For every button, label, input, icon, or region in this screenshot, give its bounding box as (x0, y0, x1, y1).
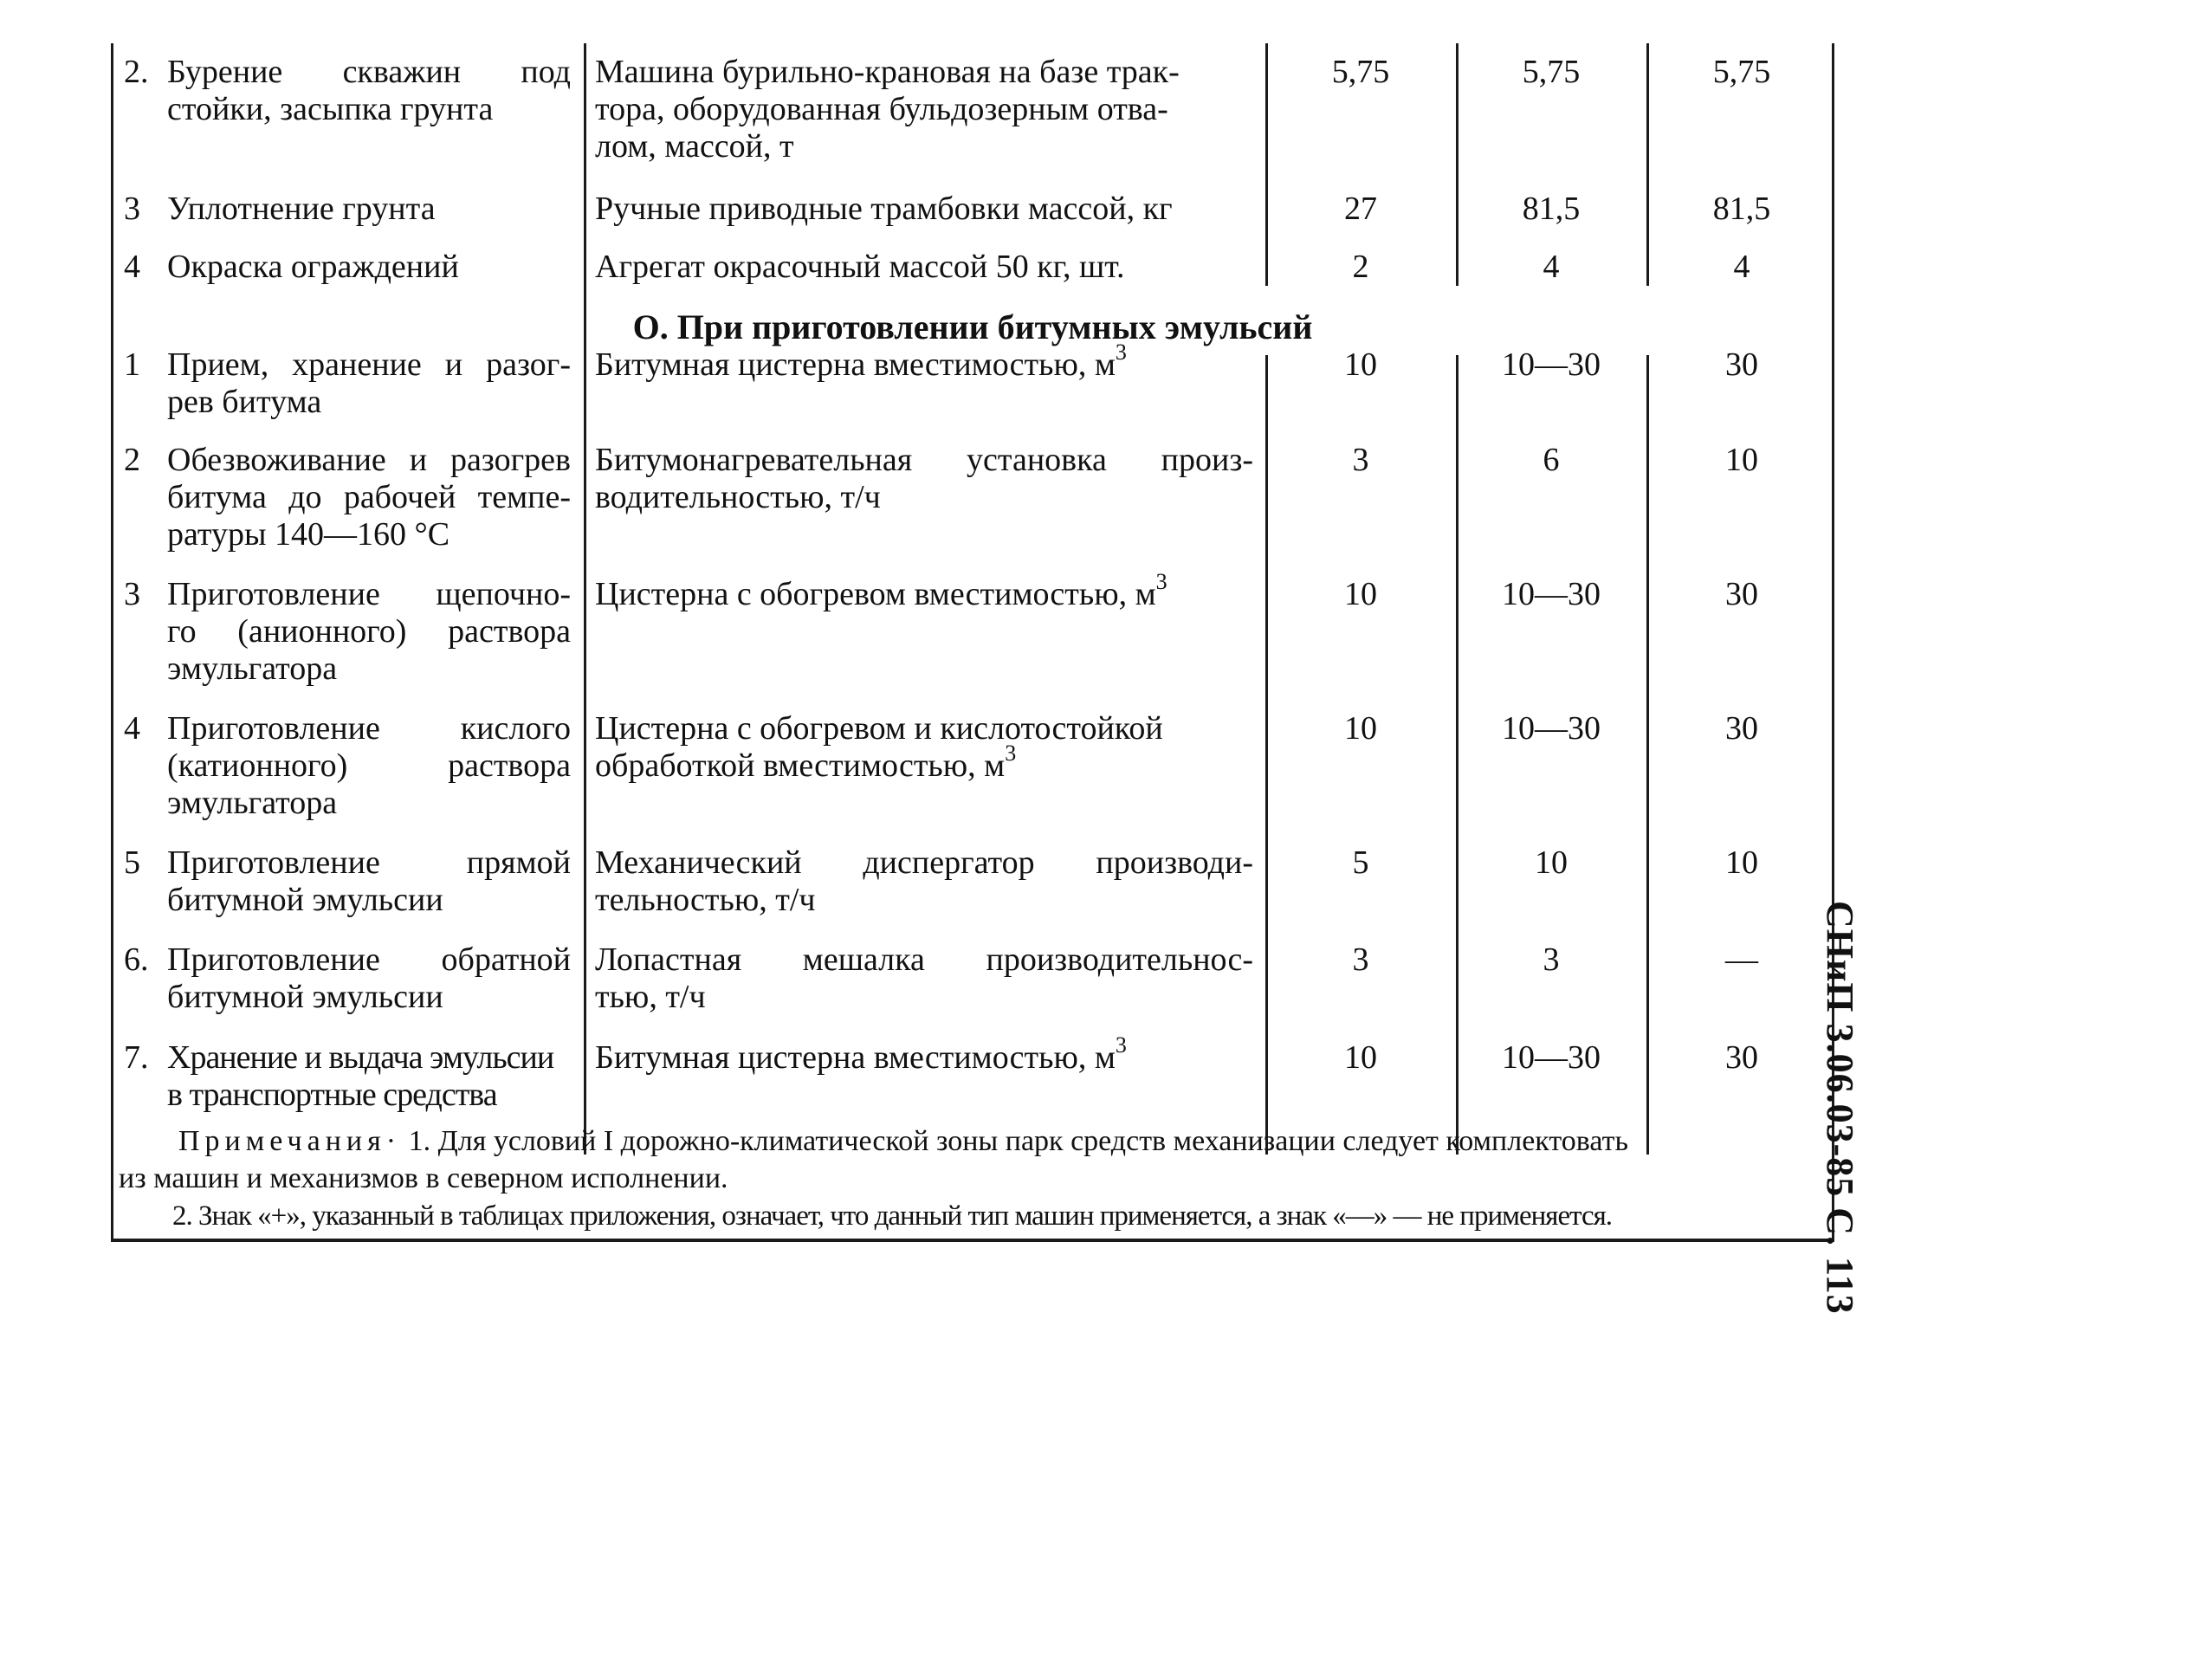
value-cell: 10 (1344, 1039, 1377, 1076)
equipment-cell: лом, массой, т (595, 128, 794, 165)
equipment-cell: Битумонагревательная установка произ- (595, 442, 1253, 478)
work-cell: рев битума (167, 384, 322, 420)
row-number: 4 (124, 710, 140, 747)
work-cell: в транспортные средства (167, 1077, 497, 1113)
value-cell: 5,75 (1712, 54, 1771, 90)
equipment-cell: тора, оборудованная бульдозерным отва- (595, 91, 1168, 127)
row-number: 5 (124, 844, 140, 881)
column-divider (1265, 355, 1268, 1155)
work-cell: Приготовление прямой (167, 844, 571, 881)
notes-label: Примечания· (178, 1125, 402, 1157)
equipment-cell: Механический диспергатор производи- (595, 844, 1253, 881)
work-cell: Уплотнение грунта (167, 191, 436, 227)
column-divider (1646, 355, 1649, 1155)
equipment-cell: Машина бурильно-крановая на базе трак- (595, 54, 1180, 90)
row-number: 6. (124, 941, 149, 978)
row-number: 3 (124, 191, 140, 227)
equipment-cell: Лопастная мешалка производительнос- (595, 941, 1253, 978)
work-cell: (катионного) раствора (167, 747, 571, 784)
work-cell: го (анионного) раствора (167, 613, 571, 650)
equipment-cell: обработкой вместимостью, $м^3$ (595, 741, 1017, 784)
value-cell: 81,5 (1712, 191, 1771, 227)
value-cell: 5 (1352, 844, 1369, 881)
work-cell: Окраска ограждений (167, 249, 459, 285)
row-number: 7. (124, 1039, 149, 1076)
value-cell: 10—30 (1502, 1039, 1601, 1076)
work-cell: Прием, хранение и разог- (167, 346, 571, 383)
equipment-cell: Ручные приводные трамбовки массой, кг (595, 191, 1173, 227)
work-cell: Приготовление кислого (167, 710, 571, 747)
work-cell: битума до рабочей темпе- (167, 479, 571, 515)
work-cell: Обезвоживание и разогрев (167, 442, 571, 478)
equipment-cell: Битумная цистерна вместимостью, $м^3$ (595, 340, 1127, 383)
row-number: 2 (124, 442, 140, 478)
notes-line-3: 2. Знак «+», указанный в таблицах приложения, означает, что данный тип машин применяется, а знак «—» — не применяется. (172, 1200, 1613, 1232)
value-cell: 10 (1344, 710, 1377, 747)
equipment-cell: водительностью, т/ч (595, 479, 881, 515)
document-side-label: СНиП 3.06.03-85 С. 113 (1819, 901, 1861, 1315)
value-cell: 3 (1352, 442, 1369, 478)
work-cell: стойки, засыпка грунта (167, 91, 494, 127)
section-title: О. При приготовлении битумных эмульсий (632, 307, 1313, 346)
row-number: 3 (124, 576, 140, 612)
table-frame (111, 43, 1834, 1242)
value-cell: 30 (1725, 576, 1758, 612)
notes-text: 1. Для условий I дорожно-климатической зоны парк средств механизации следует комплектовать (401, 1125, 1628, 1157)
work-cell: эмульгатора (167, 650, 338, 687)
row-number: 1 (124, 346, 140, 383)
equipment-cell: тельностью, т/ч (595, 882, 816, 918)
work-cell: ратуры 140—160 °С (167, 516, 450, 553)
equipment-cell: тью, т/ч (595, 979, 706, 1015)
value-cell: 10 (1725, 844, 1758, 881)
value-cell: 5,75 (1331, 54, 1390, 90)
equipment-cell: Цистерна с обогревом вместимостью, $м^3$ (595, 569, 1167, 612)
value-cell: 30 (1725, 710, 1758, 747)
notes-line-1 (178, 1122, 1628, 1160)
value-cell: 10 (1344, 576, 1377, 612)
value-cell: 81,5 (1522, 191, 1581, 227)
work-cell: Хранение и выдача эмульсии (167, 1039, 554, 1076)
value-cell: 27 (1344, 191, 1377, 227)
equipment-cell: Агрегат окрасочный массой 50 кг, шт. (595, 249, 1125, 285)
value-cell: 10—30 (1502, 710, 1601, 747)
work-cell: битумной эмульсии (167, 882, 443, 918)
work-cell: Бурение скважин под (167, 54, 571, 90)
equipment-cell: Битумная цистерна вместимостью, $м^3$ (595, 1032, 1127, 1076)
value-cell: 2 (1352, 249, 1369, 285)
value-cell: 4 (1543, 249, 1560, 285)
work-cell: эмульгатора (167, 785, 338, 821)
column-divider (1456, 355, 1458, 1155)
value-cell: 10—30 (1502, 346, 1601, 383)
value-cell: 3 (1352, 941, 1369, 978)
column-divider (1646, 43, 1649, 286)
value-cell: 4 (1733, 249, 1750, 285)
column-divider (1456, 43, 1458, 286)
equipment-cell: Цистерна с обогревом и кислотостойкой (595, 710, 1163, 747)
value-cell: 10 (1725, 442, 1758, 478)
row-number: 4 (124, 249, 140, 285)
value-cell: 5,75 (1522, 54, 1581, 90)
value-cell: 30 (1725, 346, 1758, 383)
value-cell: 10 (1344, 346, 1377, 383)
value-cell: — (1725, 941, 1758, 978)
value-cell: 10 (1535, 844, 1568, 881)
column-divider (584, 43, 586, 1155)
work-cell: Приготовление щепочно- (167, 576, 571, 612)
value-cell: 10—30 (1502, 576, 1601, 612)
value-cell: 30 (1725, 1039, 1758, 1076)
work-cell: Приготовление обратной (167, 941, 571, 978)
notes-line-2: из машин и механизмов в северном исполнении. (119, 1162, 728, 1194)
value-cell: 3 (1543, 941, 1560, 978)
row-number: 2. (124, 54, 149, 90)
column-divider (1265, 43, 1268, 286)
work-cell: битумной эмульсии (167, 979, 443, 1015)
value-cell: 6 (1543, 442, 1560, 478)
